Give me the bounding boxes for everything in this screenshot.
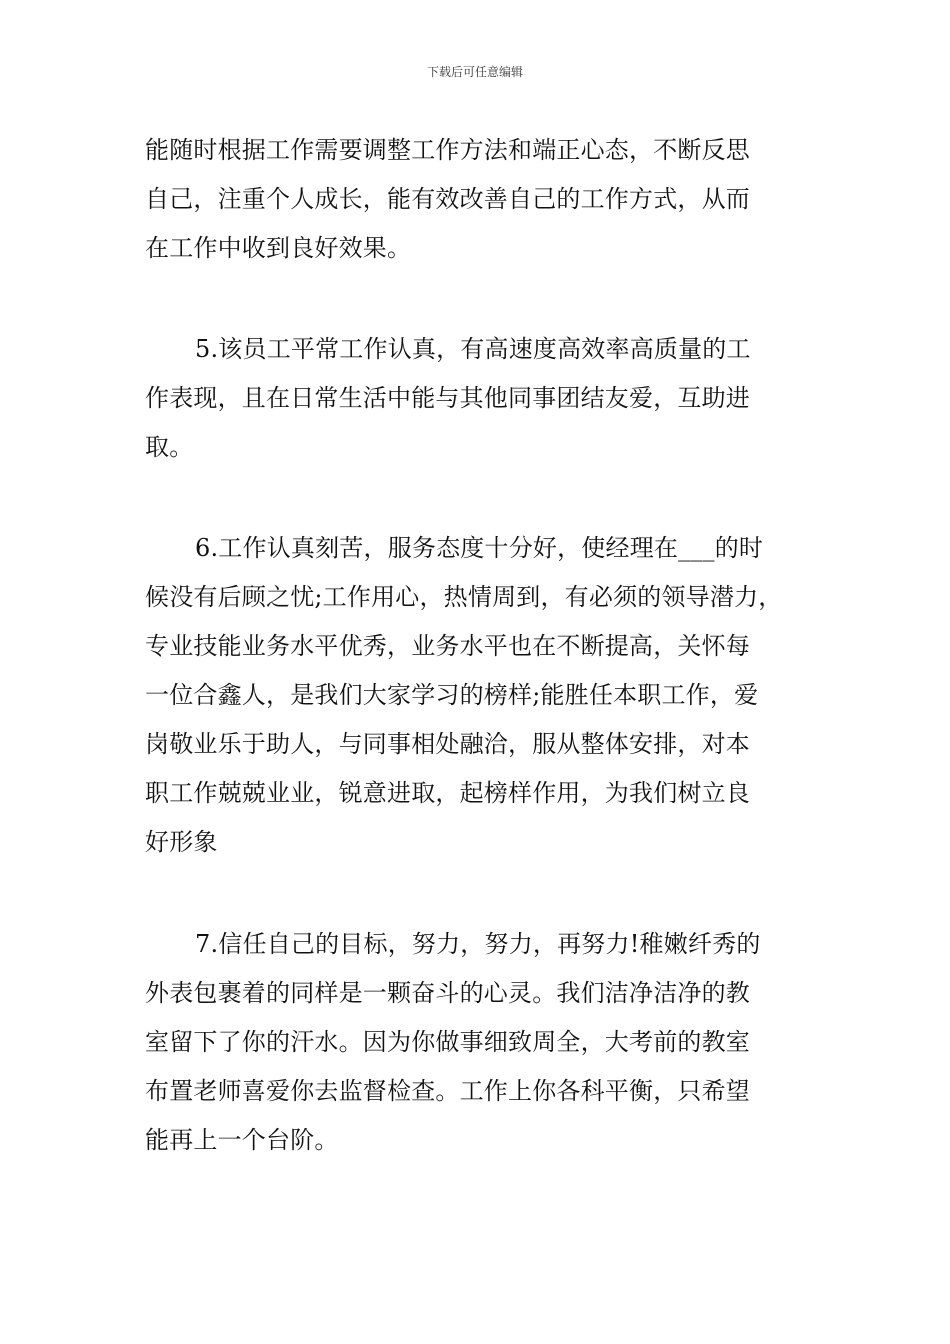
paragraph-line: 作表现，且在日常生活中能与其他同事团结友爱，互助进 <box>145 384 750 412</box>
paragraph-line: 外表包裹着的同样是一颗奋斗的心灵。我们洁净洁净的教 <box>145 979 750 1007</box>
paragraph-line: 5.该员工平常工作认真，有高速度高效率高质量的工 <box>195 335 751 363</box>
paragraph-line: 能再上一个台阶。 <box>145 1126 339 1154</box>
paragraph-line: 6.工作认真刻苦，服务态度十分好，使经理在___的时 <box>195 534 764 562</box>
page-header: 下载后可任意编辑 <box>426 65 523 79</box>
paragraph-line: 好形象 <box>145 828 218 856</box>
paragraph-line: 专业技能业务水平优秀，业务水平也在不断提高，关怀每 <box>145 632 750 660</box>
paragraph-line: 室留下了你的汗水。因为你做事细致周全，大考前的教室 <box>145 1028 750 1056</box>
paragraph-line: 在工作中收到良好效果。 <box>145 234 412 262</box>
paragraph-line: 候没有后顾之忧;工作用心，热情周到，有必须的领导潜力， <box>145 583 783 611</box>
paragraph-line: 取。 <box>145 433 194 461</box>
paragraph-line: 布置老师喜爱你去监督检查。工作上你各科平衡，只希望 <box>145 1077 750 1105</box>
paragraph-line: 一位合鑫人，是我们大家学习的榜样;能胜任本职工作，爱 <box>145 681 759 709</box>
paragraph-line: 自己，注重个人成长，能有效改善自己的工作方式，从而 <box>145 185 750 213</box>
paragraph-line: 7.信任自己的目标，努力，努力，再努力!稚嫩纤秀的 <box>195 930 761 958</box>
paragraph-line: 岗敬业乐于助人，与同事相处融洽，服从整体安排，对本 <box>145 730 750 758</box>
paragraph-line: 职工作兢兢业业，锐意进取，起榜样作用，为我们树立良 <box>145 779 750 807</box>
paragraph-line: 能随时根据工作需要调整工作方法和端正心态，不断反思 <box>145 136 750 164</box>
